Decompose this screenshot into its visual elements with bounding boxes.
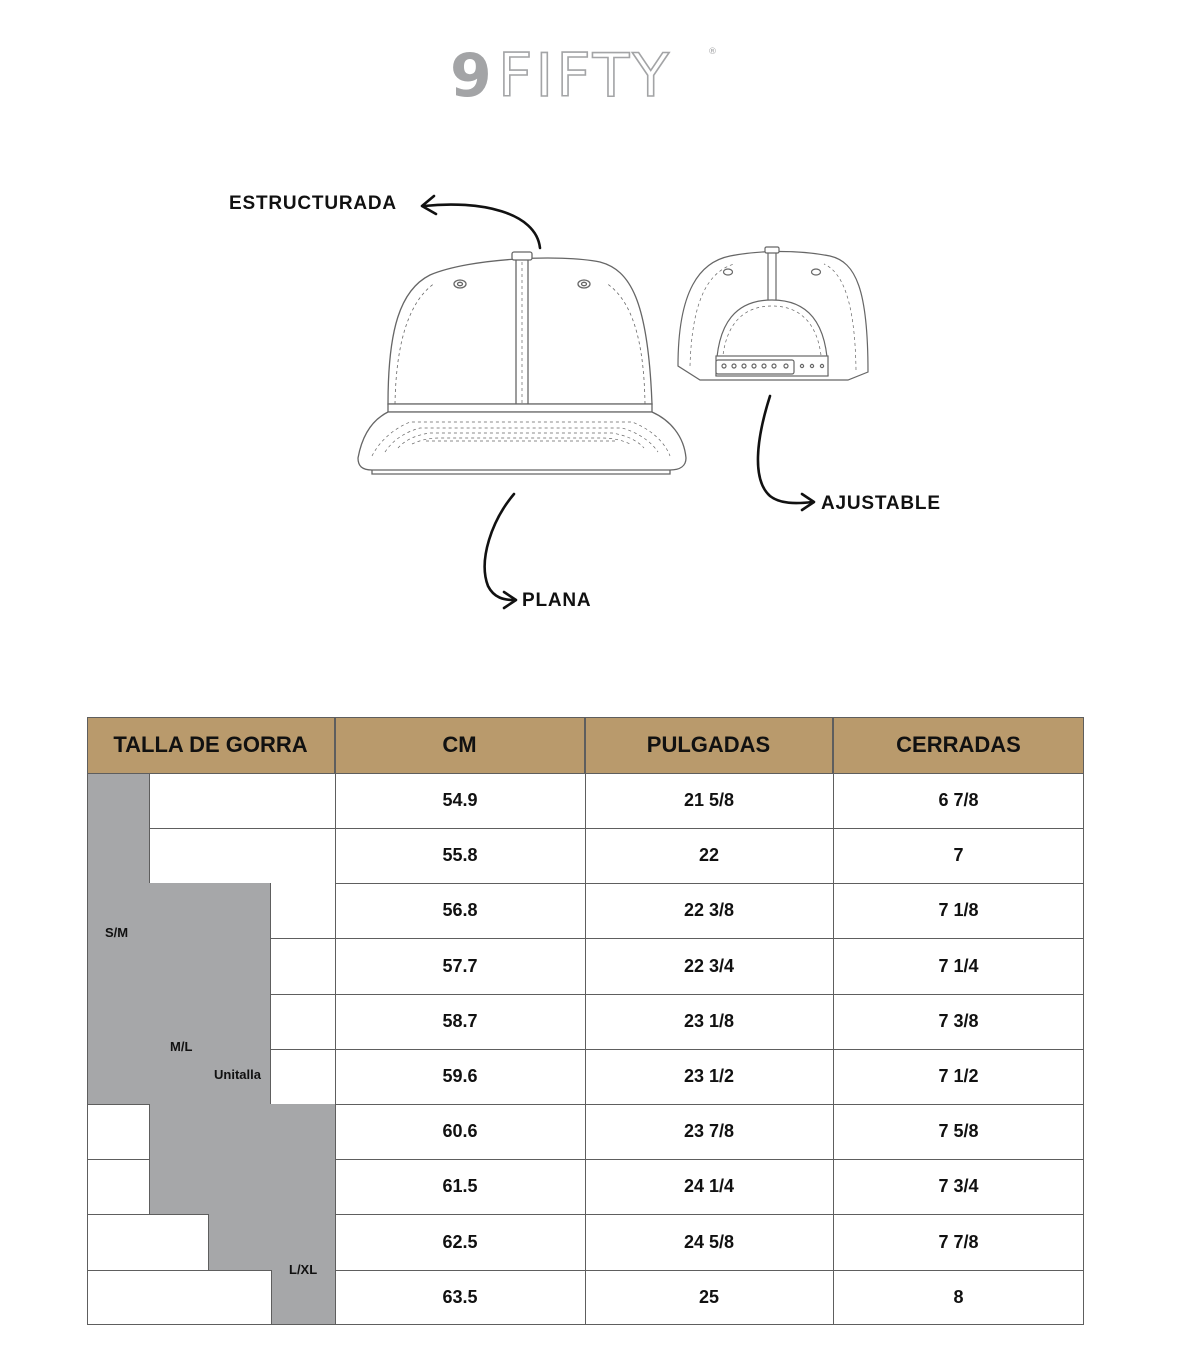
closed-cell: 7 1/2 [938, 1066, 979, 1086]
cm-cell: 59.6 [442, 1066, 478, 1086]
arrow-icon [422, 196, 540, 248]
size-chart-table [87, 717, 1084, 1325]
arrow-icon [485, 494, 516, 608]
size-label-ml: M/L [170, 1039, 193, 1054]
header-size: TALLA DE GORRA [87, 717, 335, 773]
arrow-icon [758, 396, 814, 510]
inches-cell: 22 3/8 [683, 900, 735, 920]
registered-mark: ® [708, 47, 717, 57]
cm-cell: 58.7 [442, 1011, 478, 1031]
closed-cell: 6 7/8 [938, 790, 979, 810]
closed-cell: 7 3/8 [938, 1011, 979, 1031]
inches-cell: 23 1/8 [683, 1011, 735, 1031]
header-inches: PULGADAS [585, 717, 833, 773]
size-label-sm: S/M [105, 925, 129, 940]
inches-cell: 22 [698, 845, 720, 865]
closed-cell: 7 1/8 [938, 900, 979, 920]
inches-cell: 23 7/8 [683, 1121, 735, 1141]
logo-nine: 9 [450, 41, 495, 102]
inches-cell: 22 3/4 [683, 955, 735, 976]
front-cap-illustration [358, 252, 686, 474]
callout-adjustable: AJUSTABLE [821, 493, 941, 514]
closed-cell: 7 5/8 [938, 1121, 979, 1141]
size-band-lxl-lower [271, 1270, 335, 1325]
cm-cell: 61.5 [442, 1176, 478, 1196]
header-closed: CERRADAS [833, 717, 1084, 773]
inches-cell: 24 5/8 [683, 1231, 735, 1252]
inches-cell: 21 5/8 [683, 790, 735, 810]
closed-cell: 7 1/4 [938, 955, 979, 976]
cm-cell: 56.8 [442, 900, 478, 920]
back-cap-illustration [678, 247, 868, 380]
callout-flat: PLANA [522, 590, 592, 611]
size-band-ml-lower [149, 1104, 335, 1214]
closed-cell: 8 [953, 1287, 964, 1307]
header-cm: CM [335, 717, 585, 773]
size-label-lxl: L/XL [289, 1262, 318, 1277]
callout-structured: ESTRUCTURADA [229, 193, 397, 214]
cap-illustrations [0, 0, 1178, 680]
inches-cell: 25 [698, 1287, 720, 1307]
cm-cell: 63.5 [442, 1287, 478, 1307]
inches-cell: 24 1/4 [683, 1176, 735, 1196]
cm-cell: 57.7 [442, 955, 478, 976]
cm-cell: 60.6 [442, 1121, 478, 1141]
cm-cell: 62.5 [442, 1231, 478, 1252]
size-label-unitalla: Unitalla [214, 1067, 261, 1082]
closed-cell: 7 3/4 [938, 1176, 979, 1196]
logo-fifty: FIFTY [498, 41, 672, 102]
inches-cell: 23 1/2 [683, 1066, 735, 1086]
cm-cell: 54.9 [442, 790, 478, 810]
closed-cell: 7 [953, 845, 964, 865]
closed-cell: 7 7/8 [938, 1231, 979, 1252]
cm-cell: 55.8 [442, 845, 478, 865]
